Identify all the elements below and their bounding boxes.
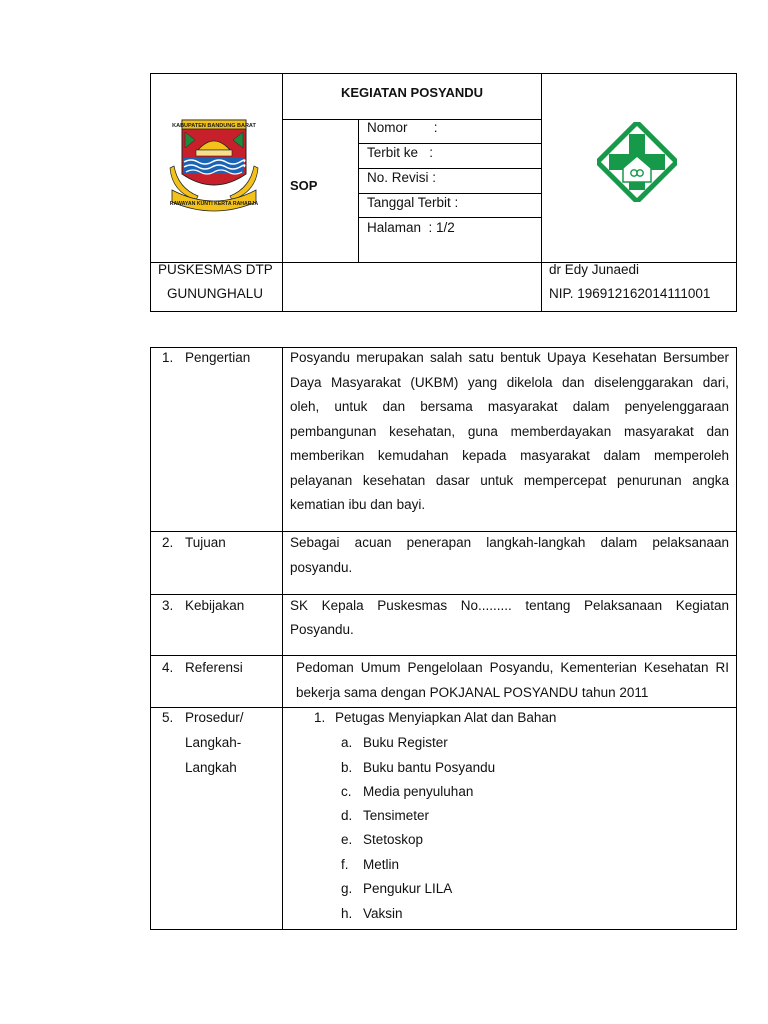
org-name-line2: GUNUNGHALU (167, 286, 264, 301)
list-item-letter: a. (341, 735, 353, 750)
row-text-line: memberikan kemudahan kepada masyarakat dalam memperoleh (290, 448, 729, 463)
row-number: 1. (162, 350, 174, 365)
field-nomor: Nomor : (367, 120, 438, 135)
row-text-line: Pedoman Umum Pengelolaan Posyandu, Kementerian Kesehatan RI (296, 660, 729, 675)
list-item-letter: g. (341, 881, 353, 896)
list-item-letter: c. (341, 784, 352, 799)
signer-name: dr Edy Junaedi (549, 262, 640, 277)
row-label: Langkah- (185, 735, 242, 750)
row-text-line: posyandu. (290, 560, 353, 575)
field-no-revisi: No. Revisi : (367, 170, 437, 185)
list-item: Stetoskop (363, 832, 424, 847)
row-text-line: bekerja sama dengan POKJANAL POSYANDU tahun 2011 (296, 685, 649, 700)
row-text-line: pembangunan kesehatan, guna memberdayakan masyarakat dan (290, 424, 729, 439)
row-text-line: kematian ibu dan bayi. (290, 497, 426, 512)
row-text-line: Daya Masyarakat (UKBM) yang dikelola dan diselenggarakan dari, (290, 375, 729, 390)
field-tanggal-terbit: Tanggal Terbit : (367, 195, 459, 210)
list-item-letter: h. (341, 906, 353, 921)
signer-nip: NIP. 196912162014111001 (549, 286, 711, 301)
row-label: Langkah (185, 760, 237, 775)
list-item: Tensimeter (363, 808, 430, 823)
org-name-line1: PUSKESMAS DTP (158, 262, 273, 277)
row-text-line: SK Kepala Puskesmas No......... tentang Pelaksanaan Kegiatan (290, 598, 729, 613)
field-terbit-ke: Terbit ke : (367, 145, 434, 160)
list-item-letter: d. (341, 808, 353, 823)
puskesmas-cross-icon (597, 122, 677, 202)
list-item: Buku Register (363, 735, 448, 750)
list-item-letter: e. (341, 832, 353, 847)
list-item: Media penyuluhan (363, 784, 474, 799)
list-item-letter: b. (341, 760, 353, 775)
logo-motto-text: RAWAYAN KUNTI KERTA RAHARJA (169, 201, 259, 207)
list-item: Metlin (363, 857, 400, 872)
list-item: Pengukur LILA (363, 881, 453, 896)
row-number: 2. (162, 535, 174, 550)
step-title: Petugas Menyiapkan Alat dan Bahan (335, 710, 557, 725)
row-text-line: Sebagai acuan penerapan langkah-langkah dalam pelaksanaan (290, 535, 729, 550)
row-text-line: Posyandu. (290, 622, 354, 637)
row-number: 4. (162, 660, 174, 675)
sop-label: SOP (290, 178, 318, 193)
row-label: Referensi (185, 660, 243, 675)
row-text-line: Posyandu merupakan salah satu bentuk Upaya Kesehatan Bersumber (290, 350, 729, 365)
row-text-line: pelayanan kesehatan dasar untuk mempercepat penurunan angka (290, 473, 729, 488)
row-label: Pengertian (185, 350, 251, 365)
field-halaman: Halaman : 1/2 (367, 220, 455, 235)
document-title: KEGIATAN POSYANDU (340, 85, 484, 100)
row-label: Prosedur/ (185, 710, 244, 725)
row-number: 5. (162, 710, 174, 725)
row-label: Tujuan (185, 535, 226, 550)
row-label: Kebijakan (185, 598, 245, 613)
row-number: 3. (162, 598, 174, 613)
list-item-letter: f. (341, 857, 349, 872)
kabupaten-bandung-barat-logo (168, 116, 260, 216)
list-item: Buku bantu Posyandu (363, 760, 496, 775)
logo-banner-text: KABUPATEN BANDUNG BARAT (172, 123, 256, 129)
list-item: Vaksin (363, 906, 403, 921)
step-number: 1. (314, 710, 326, 725)
row-text-line: oleh, untuk dan bersama masyarakat dalam penyelenggaraan (290, 399, 729, 414)
